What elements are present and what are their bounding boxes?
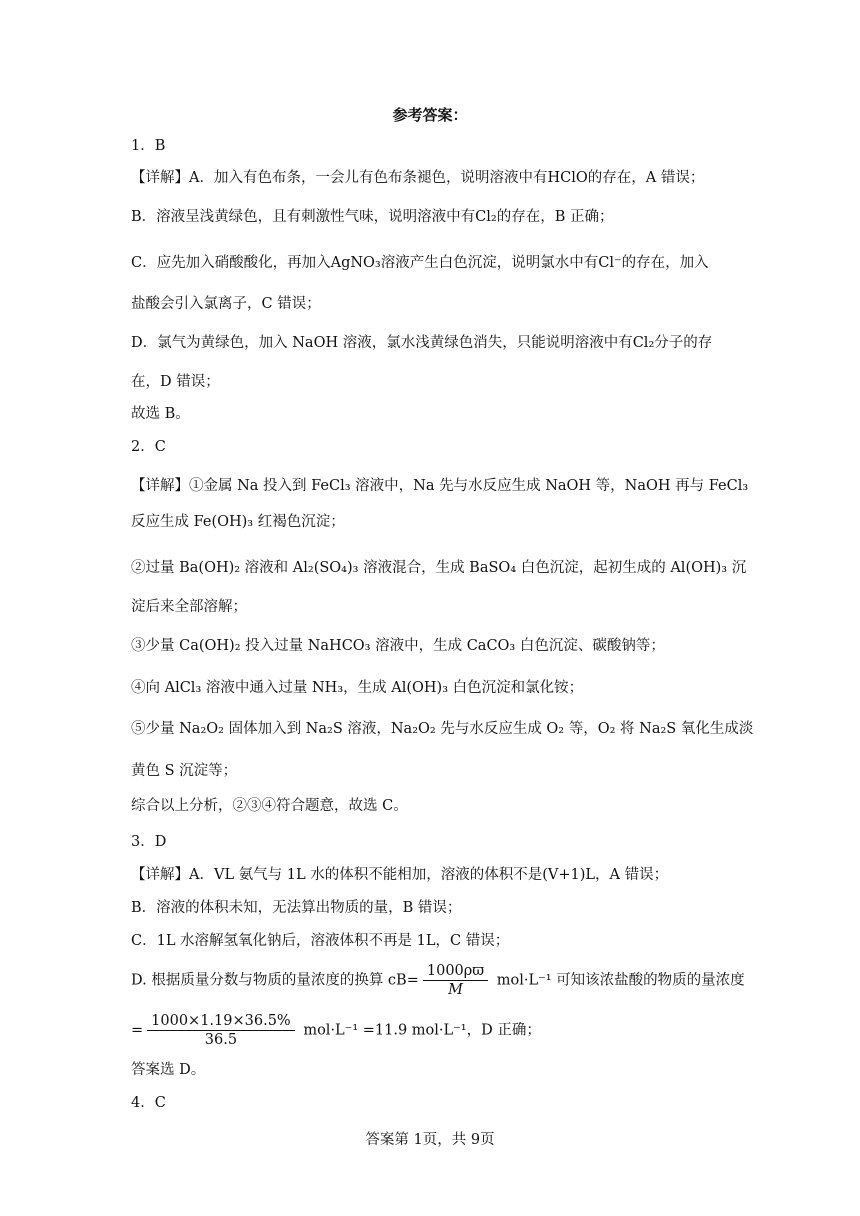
answer-1-heading: 1．B (131, 138, 166, 154)
fraction (423, 962, 488, 999)
text-line: B．溶液的体积未知，无法算出物质的量，B 错误； (131, 900, 462, 916)
text-line: 在，D 错误； (131, 374, 220, 390)
text-line: ③少量 Ca(OH)₂ 投入过量 NaHCO₃ 溶液中，生成 CaCO₃ 白色沉淀、碳酸钠等； (131, 638, 665, 654)
text-line: 【详解】①金属 Na 投入到 FeCl₃ 溶液中，Na 先与水反应生成 NaOH 等，NaOH 再与 FeCl₃ (131, 478, 749, 494)
text-line: D．氯气为黄绿色，加入 NaOH 溶液，氯水浅黄绿色消失，只能说明溶液中有Cl₂分子的存 (131, 335, 713, 351)
answer-3-heading: 3．D (131, 834, 167, 850)
fraction-numerator: 1000×1.19×36.5% (147, 1012, 295, 1031)
text-line: 答案选 D。 (131, 1062, 206, 1078)
fraction-numerator: 1000ρϖ (423, 962, 488, 981)
text-line: 【详解】A．VL 氨气与 1L 水的体积不能相加，溶液的体积不是(V+1)L，A 错误； (131, 867, 669, 883)
text-line: C．应先加入硝酸酸化，再加入AgNO₃溶液产生白色沉淀，说明氯水中有Cl⁻的存在，加入 (131, 255, 709, 271)
answer-2-heading: 2．C (131, 439, 166, 455)
text-line: ⑤少量 Na₂O₂ 固体加入到 Na₂S 溶液，Na₂O₂ 先与水反应生成 O₂ 等，O₂ 将 Na₂S 氧化生成淡 (131, 721, 754, 737)
page-title: 参考答案： (392, 106, 468, 124)
formula-prefix: = (131, 1022, 144, 1039)
text-line: C．1L 水溶解氢氧化钠后，溶液体积不再是 1L，C 错误； (131, 933, 510, 949)
fraction-denominator: M (448, 982, 463, 998)
formula-prefix: D. 根据质量分数与物质的量浓度的换算 cB= (131, 972, 419, 989)
fraction (147, 1012, 295, 1049)
text-line: 故选 B。 (131, 406, 190, 422)
text-line: 【详解】A．加入有色布条，一会儿有色布条褪色，说明溶液中有HClO的存在，A 错误； (131, 170, 705, 186)
text-line: 反应生成 Fe(OH)₃ 红褐色沉淀； (131, 514, 345, 530)
fraction-denominator: 36.5 (204, 1032, 238, 1048)
page-footer: 答案第 1页，共 9页 (365, 1132, 495, 1148)
text-line: ②过量 Ba(OH)₂ 溶液和 Al₂(SO₄)₃ 溶液混合，生成 BaSO₄ 白色沉淀，起初生成的 Al(OH)₃ 沉 (131, 560, 747, 576)
text-line: 淀后来全部溶解； (131, 599, 247, 615)
formula-suffix: mol·L⁻¹ =11.9 mol·L⁻¹，D 正确； (298, 1022, 541, 1039)
formula-suffix: mol·L⁻¹ 可知该浓盐酸的物质的量浓度 (492, 972, 745, 989)
text-line: 黄色 S 沉淀等； (131, 763, 238, 779)
text-line: 盐酸会引入氯离子，C 错误； (131, 296, 321, 312)
text-line: 综合以上分析，②③④符合题意，故选 C。 (131, 798, 408, 814)
formula-line-conversion (131, 962, 745, 999)
text-line: ④向 AlCl₃ 溶液中通入过量 NH₃，生成 Al(OH)₃ 白色沉淀和氯化铵； (131, 680, 584, 696)
answer-4-heading: 4．C (131, 1095, 166, 1111)
formula-line-calculation (131, 1012, 731, 1049)
text-line: B．溶液呈浅黄绿色，且有刺激性气味，说明溶液中有Cl₂的存在，B 正确； (131, 209, 614, 225)
